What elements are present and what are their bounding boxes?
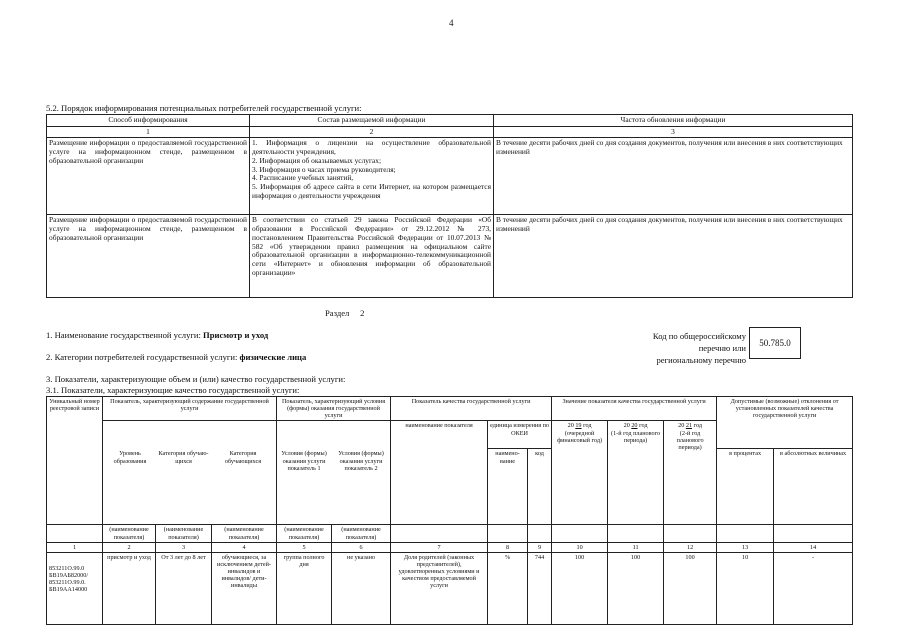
col-num: 14 [774, 542, 853, 552]
method-cell: Размещение информации о предоставляемой государственной услуге на информационном стенде, размещенном в образовательной организации [47, 138, 250, 215]
header-method: Способ информирования [47, 115, 250, 127]
informing-table [46, 114, 853, 298]
year-suffix: год [583, 422, 592, 430]
subheader-name-label: (наименование показателя) [156, 525, 212, 542]
year-3-desc: (2-й год планового периода) [676, 429, 704, 451]
year-suffix: год [639, 422, 648, 430]
cell-service: присмотр и уход [103, 552, 156, 624]
code-label [600, 330, 746, 366]
header-conditions-indicator: Показатель, характеризующий условия (формы) оказания государственной услуги [277, 397, 391, 421]
subheader-student-category-1: Категория обучаю-щихся [158, 450, 209, 465]
cell-unit-code: 744 [528, 552, 552, 624]
cell-year-3: 100 [664, 552, 717, 624]
cell-condition-1: группа полного дня [277, 552, 332, 624]
year-value: 20 [631, 422, 638, 430]
service-name-label: 1. Наименование государственной услуги: [46, 330, 204, 340]
section-5-2-title: 5.2. Порядок информирования потенциальных потребителей государственной услуги: [46, 103, 362, 113]
content-line: 2. Информация об оказываемых услугах; [252, 155, 382, 165]
year-prefix: 20 [678, 422, 685, 430]
subheader-name-label: (наименование показателя) [103, 525, 156, 542]
cell-absolute: - [774, 552, 853, 624]
cell-category: обучающиеся, за исключением детей-инвалидов и инвалидов/ дети-инвалиды [212, 552, 277, 624]
col-num: 1 [47, 126, 250, 138]
section-3-1-title: 3.1. Показатели, характеризующие качество государственной услуги: [46, 385, 300, 395]
section-heading [325, 308, 364, 318]
service-name: Присмотр и уход [203, 330, 269, 340]
content-cell: В соответствии со статьей 29 закона Российской Федерации «Об образовании в Российской Федерации» от 29.12.2012 № 273, постановлением Правительства Российской Федерации от 10.07.2013 № 582 «Об утверждении правил размещения на официальном сайте образовательной организации в информационно-телекоммуникационной сети «Интернет» и обновления информации об образовательной организации» [250, 215, 494, 298]
header-indicator-value: Значение показателя качества государственной услуги [552, 397, 717, 421]
subheader-condition-2: Условия (формы) оказания услуги показатель 2 [338, 450, 384, 472]
table-number-row [47, 126, 853, 138]
col-num: 3 [494, 126, 853, 138]
header-frequency: Частота обновления информации [494, 115, 853, 127]
year-value: 21 [685, 422, 693, 430]
header-quality-indicator: Показатель качества государственной услуги [391, 397, 552, 421]
frequency-cell: В течение десяти рабочих дней со дня создания документов, получения или внесения в них соответствующих изменений [494, 215, 853, 298]
code-label-line: Код по общероссийскому [652, 331, 746, 341]
col-num: 8 [488, 542, 528, 552]
content-line: 1. Информация о лицензии на осуществление образовательной деятельности учреждения, [252, 138, 491, 157]
table-row [47, 138, 853, 215]
header-year-3 [664, 421, 717, 525]
content-cell [250, 138, 494, 215]
header-unique-number: Уникальный номер реестровой записи [47, 397, 103, 525]
col-num: 9 [528, 542, 552, 552]
table-header-row [47, 115, 853, 127]
content-line: 3. Информация о часах приема руководителя; [252, 164, 396, 174]
subheader-name-label: (наименование показателя) [277, 525, 332, 542]
table-row [47, 215, 853, 298]
consumers-line [46, 352, 306, 362]
header-allowed-deviation: Допустимые (возможные) отклонения от установленных показателей качества государственной услуги [717, 397, 853, 449]
header-year-2 [608, 421, 664, 525]
col-num: 12 [664, 542, 717, 552]
subheader-name-label: (наименование показателя) [332, 525, 391, 542]
table-row [47, 552, 853, 624]
header-year-1 [552, 421, 608, 525]
section-3-title: 3. Показатели, характеризующие объем и (или) качество государственной услуги: [46, 374, 346, 384]
subheader-education-level: Уровень образования [113, 450, 147, 465]
col-num: 10 [552, 542, 608, 552]
service-name-line [46, 330, 268, 340]
col-num: 5 [277, 542, 332, 552]
col-num: 6 [332, 542, 391, 552]
subheader-student-category-2: Категория обучающихся [224, 450, 262, 465]
col-num: 4 [212, 542, 277, 552]
section-number: 2 [360, 308, 365, 318]
cell-percent: 10 [717, 552, 774, 624]
consumers-value: физические лица [239, 352, 307, 362]
year-prefix: 20 [623, 422, 630, 430]
col-num: 3 [156, 542, 212, 552]
cell-indicator-name: Доля родителей (законных представителей), удовлетворенных условиями и качеством предоставляемой услуги [391, 552, 488, 624]
code-label-line: региональному перечню [656, 355, 746, 365]
header-unit-name: наимено-вание [488, 449, 528, 525]
col-num: 11 [608, 542, 664, 552]
content-line: 5. Информация об адресе сайта в сети Интернет, на котором размещается информация о деятельности учреждения [252, 182, 491, 200]
page-number: 4 [449, 18, 454, 28]
header-percent: в процентах [717, 449, 774, 525]
cell-age: От 3 лет до 8 лет [156, 552, 212, 624]
year-1-desc: (очередной финансовый год) [557, 429, 603, 444]
col-num: 7 [391, 542, 488, 552]
cell-year-2: 100 [608, 552, 664, 624]
section-label: Раздел [325, 308, 350, 318]
quality-indicators-table [46, 396, 853, 625]
header-unit-code: код [528, 449, 552, 525]
content-line: 4. Расписание учебных занятий, [252, 173, 354, 183]
header-indicator-name: наименование показателя [391, 421, 488, 525]
content-subheaders [103, 421, 277, 525]
header-row-names [47, 525, 853, 542]
header-content-indicator: Показатель, характеризующий содержание государственной услуги [103, 397, 277, 421]
header-absolute: в абсолютных величинах [774, 449, 853, 525]
header-unit: единица измерения по ОКЕИ [488, 421, 552, 449]
code-label-line: перечню или [698, 343, 746, 353]
header-row-1 [47, 397, 853, 421]
consumers-label: 2. Категории потребителей государственной услуги: [46, 352, 240, 362]
year-suffix: год [693, 422, 703, 430]
cell-condition-2: не указано [332, 552, 391, 624]
subheader-condition-1: Условия (формы) оказания услуги показатель 1 [281, 450, 327, 472]
col-num: 2 [250, 126, 494, 138]
column-number-row [47, 542, 853, 552]
registry-code: 853211О.99.0 БВ19АБ82000/ 853211О.99.0. БВ19АА14000 [47, 552, 103, 624]
method-cell: Размещение информации о предоставляемой государственной услуге на информационном стенде, размещенном в образовательной организации [47, 215, 250, 298]
col-num: 2 [103, 542, 156, 552]
conditions-subheaders [277, 421, 391, 525]
cell-unit-name: % [488, 552, 528, 624]
frequency-cell: В течение десяти рабочих дней со дня создания документов, получения или внесения в них соответствующих изменений [494, 138, 853, 215]
subheader-name-label: (наименование показателя) [212, 525, 277, 542]
col-num: 13 [717, 542, 774, 552]
year-prefix: 20 [567, 422, 574, 430]
registry-code-box: 50.785.0 [749, 327, 801, 359]
col-num: 1 [47, 542, 103, 552]
cell-year-1: 100 [552, 552, 608, 624]
year-value: 19 [575, 422, 582, 430]
header-content: Состав размещаемой информации [250, 115, 494, 127]
year-2-desc: (1-й год планового периода) [611, 429, 661, 444]
